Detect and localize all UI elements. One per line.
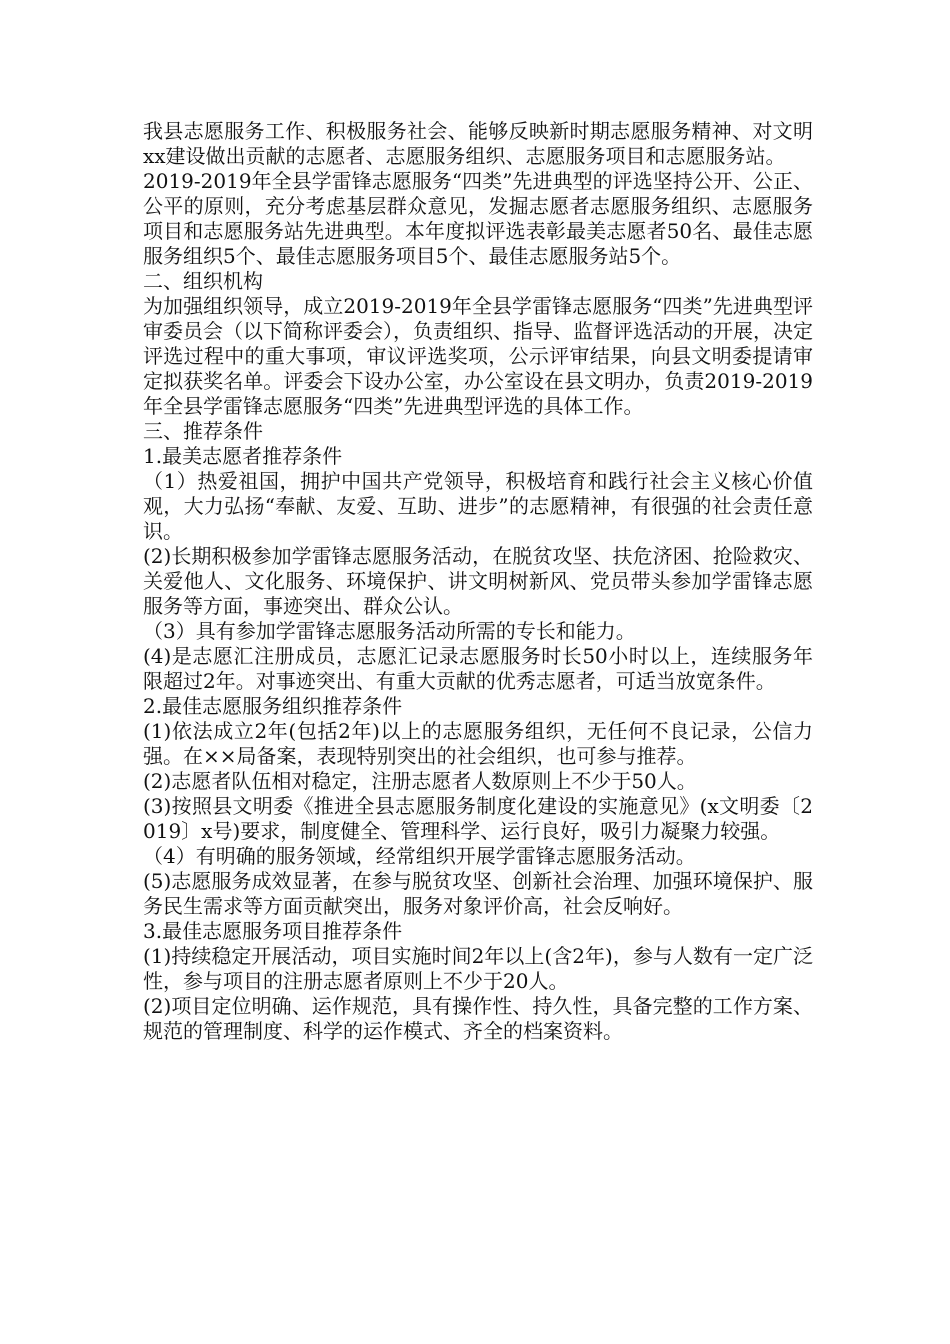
organization-condition-1: (1)依法成立2年(包括2年)以上的志愿服务组织，无任何不良记录，公信力强。在××局备案，表现特别突出的社会组织，也可参与推荐。 [143, 719, 813, 768]
organization-condition-3: (3)按照县文明委《推进全县志愿服务制度化建设的实施意见》(x文明委〔2019〕x号)要求，制度健全、管理科学、运行良好，吸引力凝聚力较强。 [143, 794, 813, 843]
volunteer-condition-3: （3）具有参加学雷锋志愿服务活动所需的专长和能力。 [143, 619, 636, 643]
project-condition-2: (2)项目定位明确、运作规范，具有操作性、持久性，具备完整的工作方案、规范的管理制度、科学的运作模式、齐全的档案资料。 [143, 994, 813, 1043]
subheading-best-project: 3.最佳志愿服务项目推荐条件 [143, 919, 403, 943]
paragraph-intro-continuation: 我县志愿服务工作、积极服务社会、能够反映新时期志愿服务精神、对文明xx建设做出贡献的志愿者、志愿服务组织、志愿服务项目和志愿服务站。 [143, 119, 813, 168]
document-body [143, 119, 813, 1044]
subheading-best-organization: 2.最佳志愿服务组织推荐条件 [143, 694, 403, 718]
organization-condition-5: (5)志愿服务成效显著，在参与脱贫攻坚、创新社会治理、加强环境保护、服务民生需求等方面贡献突出，服务对象评价高，社会反响好。 [143, 869, 813, 918]
project-condition-1: (1)持续稳定开展活动，项目实施时间2年以上(含2年)，参与人数有一定广泛性，参与项目的注册志愿者原则上不少于20人。 [143, 944, 813, 993]
section-heading-conditions: 三、推荐条件 [143, 419, 263, 443]
volunteer-condition-1: （1）热爱祖国，拥护中国共产党领导，积极培育和践行社会主义核心价值观，大力弘扬“奉献、友爱、互助、进步”的志愿精神，有很强的社会责任意识。 [143, 469, 813, 543]
subheading-best-volunteer: 1.最美志愿者推荐条件 [143, 444, 343, 468]
organization-condition-2: (2)志愿者队伍相对稳定，注册志愿者人数原则上不少于50人。 [143, 769, 697, 793]
paragraph-committee: 为加强组织领导，成立2019-2019年全县学雷锋志愿服务“四类”先进典型评审委员会（以下简称评委会），负责组织、指导、监督评选活动的开展，决定评选过程中的重大事项，审议评选奖项，公示评审结果，向县文明委提请审定拟获奖名单。评委会下设办公室，办公室设在县文明办，负责2019-2019年全县学雷锋志愿服务“四类”先进典型评选的具体工作。 [143, 294, 813, 418]
volunteer-condition-2: (2)长期积极参加学雷锋志愿服务活动，在脱贫攻坚、扶危济困、抢险救灾、关爱他人、文化服务、环境保护、讲文明树新风、党员带头参加学雷锋志愿服务等方面，事迹突出、群众公认。 [143, 544, 813, 618]
paragraph-selection-principles: 2019-2019年全县学雷锋志愿服务“四类”先进典型的评选坚持公开、公正、公平的原则，充分考虑基层群众意见，发掘志愿者志愿服务组织、志愿服务项目和志愿服务站先进典型。本年度拟评选表彰最美志愿者50名、最佳志愿服务组织5个、最佳志愿服务项目5个、最佳志愿服务站5个。 [143, 169, 813, 268]
volunteer-condition-4: (4)是志愿汇注册成员，志愿汇记录志愿服务时长50小时以上，连续服务年限超过2年。对事迹突出、有重大贡献的优秀志愿者，可适当放宽条件。 [143, 644, 813, 693]
section-heading-organization: 二、组织机构 [143, 269, 263, 293]
organization-condition-4: （4）有明确的服务领域，经常组织开展学雷锋志愿服务活动。 [143, 844, 696, 868]
